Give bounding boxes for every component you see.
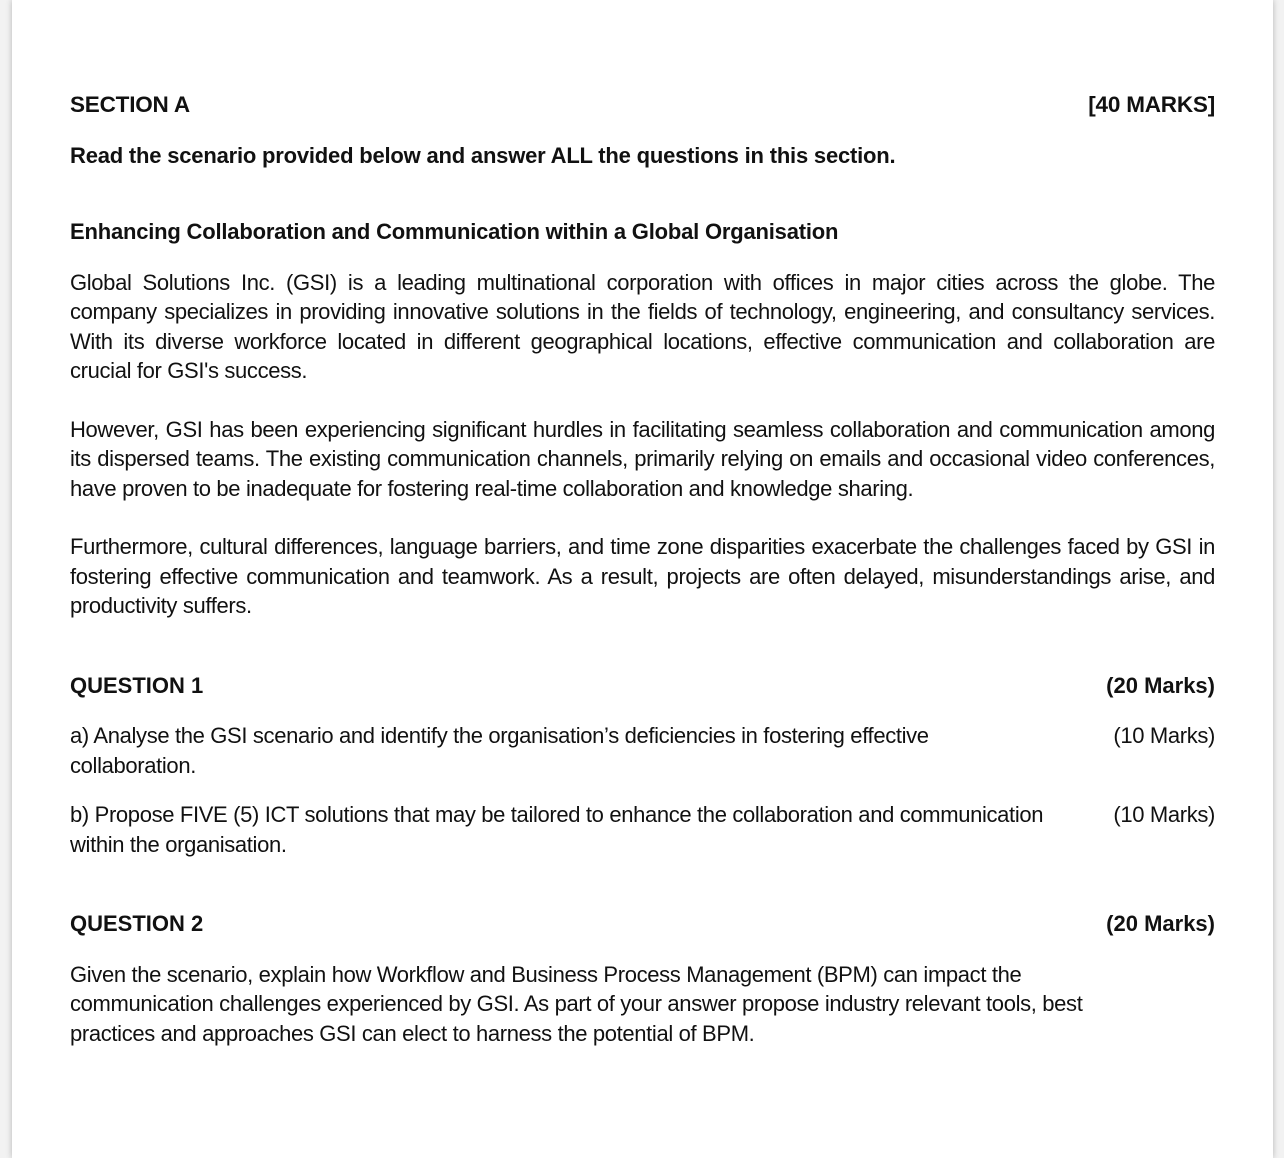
scenario-title: Enhancing Collaboration and Communication within a Global Organisation — [70, 219, 839, 244]
question-1-part-b-text: b) Propose FIVE (5) ICT solutions that may be tailored to enhance the collaboration and communication within the organisation. — [70, 802, 1044, 857]
section-header — [70, 90, 1215, 120]
question-1-part-a — [70, 721, 1215, 780]
section-instruction: Read the scenario provided below and answer ALL the questions in this section. — [70, 142, 896, 168]
question-1-marks: (20 Marks) — [1106, 672, 1215, 698]
scenario-paragraph: Furthermore, cultural differences, language barriers, and time zone disparities exacerbate the challenges faced by GSI in fostering effective communication and teamwork. As a result, projects are often delayed, misunderstandings arise, and productivity suffers. — [70, 534, 1215, 618]
scenario-paragraph: Global Solutions Inc. (GSI) is a leading multinational corporation with offices in major cities across the globe. The company specializes in providing innovative solutions in the fields of technology, engineering, and consultancy services. With its diverse workforce located in different geographical locations, effective communication and collaboration are crucial for GSI's success. — [70, 269, 1215, 383]
section-title: SECTION A — [70, 92, 190, 117]
section-marks: [40 MARKS] — [1088, 92, 1215, 117]
question-1-part-b — [70, 800, 1215, 859]
document-page — [12, 0, 1273, 1158]
question-1-header — [70, 671, 1215, 701]
scenario-paragraph: However, GSI has been experiencing significant hurdles in facilitating seamless collaboration and communication among its dispersed teams. The existing communication channels, primarily relying on emails and occasional video conferences, have proven to be inadequate for fostering real-time collaboration and knowledge sharing. — [70, 416, 1215, 501]
question-1-part-b-marks: (10 Marks) — [1113, 802, 1215, 827]
question-1-part-a-marks: (10 Marks) — [1113, 723, 1215, 748]
question-2-marks: (20 Marks) — [1106, 911, 1215, 936]
exam-content — [70, 90, 1215, 1048]
question-1-title: QUESTION 1 — [70, 672, 204, 698]
question-1-part-a-text: a) Analyse the GSI scenario and identify the organisation’s deficiencies in fostering effective collaboration. — [70, 723, 929, 778]
question-2-header — [70, 909, 1215, 939]
question-2-body: Given the scenario, explain how Workflow and Business Process Management (BPM) can impact the communication challenges experienced by GSI. As part of your answer propose industry relevant tools, best practices and approaches GSI can elect to harness the potential of BPM. — [70, 961, 1083, 1046]
question-2-title: QUESTION 2 — [70, 911, 204, 936]
